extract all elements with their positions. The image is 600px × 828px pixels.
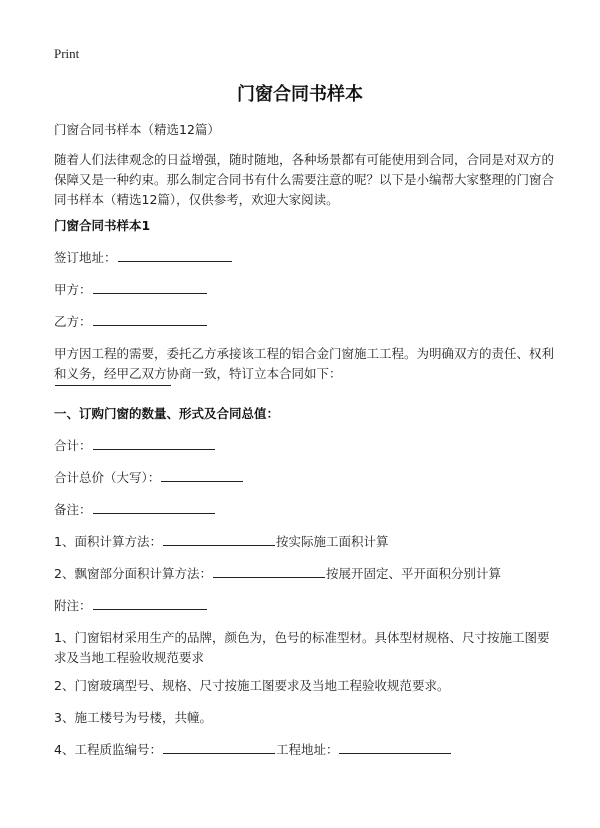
sign-location-field [54, 248, 554, 268]
party-b-label: 乙方： [54, 314, 92, 329]
note-blank [93, 596, 207, 610]
item2-blank [213, 564, 325, 578]
clause-1: 1、门窗铝材采用生产的品牌，颜色为，色号的标准型材。具体型材规格、尺寸按施工图要求及当地工程验收规范要求 [54, 630, 550, 665]
item1-area-method [54, 532, 554, 552]
sign-location-label: 签订地址： [54, 250, 117, 265]
remark-field [54, 500, 554, 520]
page-title: 门窗合同书样本 [237, 84, 363, 105]
item2-bay-window-method [54, 564, 554, 584]
total-price-blank [161, 468, 243, 482]
section1-heading: 一、订购门窗的数量、形式及合同总值： [54, 406, 280, 421]
item2-label: 2、飘窗部分面积计算方法： [54, 566, 212, 581]
party-b-blank [93, 312, 207, 326]
party-a-field [54, 280, 554, 300]
party-a-blank [93, 280, 207, 294]
sample-heading: 门窗合同书样本1 [54, 218, 151, 233]
item4-label: 4、工程质监编号： [54, 742, 162, 757]
address-blank [339, 740, 451, 754]
party-b-field [54, 312, 554, 332]
remark-blank [93, 500, 215, 514]
remark-label: 备注： [54, 502, 92, 517]
note-label: 附注： [54, 598, 92, 613]
total-blank [93, 436, 215, 450]
item4-blank [163, 740, 275, 754]
item4-quality-and-address [54, 740, 554, 760]
intro-paragraph: 随着人们法律观念的日益增强，随时随地，各种场景都有可能使用到合同，合同是对双方的保障又是一种约束。那么制定合同书有什么需要注意的呢？以下是小编帮大家整理的门窗合同书样本（精选12篇），仅供参考，欢迎大家阅读。 [54, 152, 555, 207]
sign-location-blank [118, 248, 232, 262]
item1-blank [163, 532, 275, 546]
document-subtitle: 门窗合同书样本（精选12篇） [54, 122, 220, 137]
total-price-field [54, 468, 554, 488]
address-label: 工程地址： [275, 742, 339, 757]
item2-suffix: 按展开固定、平开面积分别计算 [325, 566, 501, 581]
clause-3: 3、施工楼号为号楼，共幢。 [54, 710, 212, 725]
note-field [54, 596, 554, 616]
party-a-label: 甲方： [54, 282, 92, 297]
total-label: 合计： [54, 438, 92, 453]
preamble-paragraph: 甲方因工程的需要，委托乙方承接该工程的铝合金门窗施工工程。为明确双方的责任、权利和义务，经甲乙双方协商一致，特订立本合同如下： [54, 346, 555, 381]
item1-label: 1、面积计算方法： [54, 534, 162, 549]
print-link[interactable]: Print [54, 46, 80, 61]
preamble-blank [55, 372, 171, 386]
item1-suffix: 按实际施工面积计算 [275, 534, 389, 549]
total-price-label: 合计总价（大写）： [54, 470, 161, 485]
preamble-trailing-blank [54, 372, 554, 392]
total-field [54, 436, 554, 456]
clause-2: 2、门窗玻璃型号、规格、尺寸按施工图要求及当地工程验收规范要求。 [54, 678, 450, 693]
